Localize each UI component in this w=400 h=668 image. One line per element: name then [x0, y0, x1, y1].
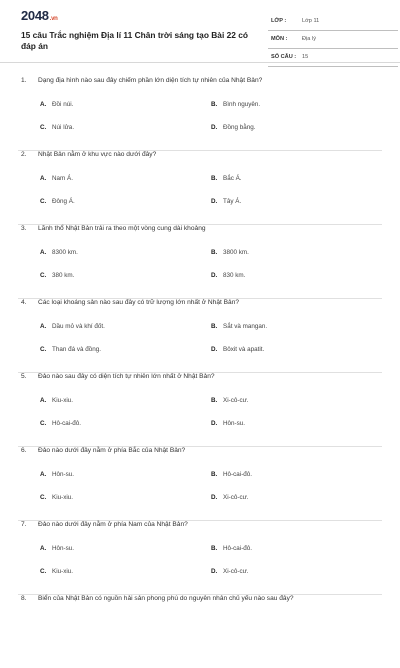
- option-text: Hô-cai-đô.: [223, 471, 253, 478]
- option-d[interactable]: [211, 494, 249, 501]
- option-letter: B.: [211, 101, 218, 108]
- option-letter: C.: [40, 124, 47, 131]
- option-text: Kiu-xiu.: [52, 397, 73, 404]
- question-prompt: Đảo nào dưới đây nằm ở phía Nam của Nhật Bản?: [38, 521, 188, 528]
- option-c[interactable]: [40, 494, 73, 501]
- option-letter: D.: [211, 346, 218, 353]
- option-d[interactable]: [211, 124, 256, 131]
- question-text: [21, 595, 294, 602]
- option-letter: A.: [40, 471, 47, 478]
- meta-row-subject: [268, 35, 398, 49]
- option-c[interactable]: [40, 272, 74, 279]
- question-item: [18, 77, 382, 151]
- option-text: Xi-cô-cư.: [223, 568, 249, 575]
- site-logo[interactable]: [21, 8, 58, 23]
- option-d[interactable]: [211, 420, 245, 427]
- option-text: Hôn-su.: [52, 545, 75, 552]
- option-text: Than đá và đồng.: [52, 346, 102, 353]
- option-letter: B.: [211, 249, 218, 256]
- meta-key: MÔN :: [271, 36, 288, 42]
- option-letter: B.: [211, 397, 218, 404]
- option-letter: C.: [40, 198, 47, 205]
- meta-key: SỐ CÂU :: [271, 54, 297, 60]
- option-letter: B.: [211, 471, 218, 478]
- option-c[interactable]: [40, 198, 75, 205]
- option-text: Đồng bằng.: [223, 124, 256, 131]
- question-prompt: Dạng địa hình nào sau đây chiếm phần lớn diện tích tự nhiên của Nhật Bản?: [38, 77, 263, 84]
- option-text: Xi-cô-cư.: [223, 494, 249, 501]
- question-number: 6.: [21, 447, 27, 454]
- option-text: Bôxit và apatit.: [223, 346, 265, 353]
- question-number: 3.: [21, 225, 27, 232]
- option-a[interactable]: [40, 397, 73, 404]
- question-prompt: Nhật Bản nằm ở khu vực nào dưới đây?: [38, 151, 157, 158]
- option-text: Kiu-xiu.: [52, 568, 73, 575]
- question-text: [21, 373, 215, 380]
- option-text: Bắc Á.: [223, 175, 242, 182]
- question-number: 2.: [21, 151, 27, 158]
- option-d[interactable]: [211, 272, 245, 279]
- option-d[interactable]: [211, 346, 264, 353]
- option-a[interactable]: [40, 471, 74, 478]
- option-c[interactable]: [40, 124, 74, 131]
- option-text: 830 km.: [223, 272, 246, 279]
- header-divider: [0, 62, 400, 63]
- question-text: [21, 225, 206, 232]
- meta-value: Lớp 11: [302, 18, 320, 24]
- question-text: [21, 299, 239, 306]
- question-item: [18, 373, 382, 447]
- option-a[interactable]: [40, 545, 74, 552]
- option-letter: B.: [211, 545, 218, 552]
- question-text: [21, 151, 156, 158]
- option-a[interactable]: [40, 175, 73, 182]
- question-item: [18, 151, 382, 225]
- meta-key: LỚP :: [271, 18, 287, 24]
- option-letter: A.: [40, 175, 47, 182]
- question-prompt: Lãnh thổ Nhật Bản trải ra theo một vòng cung dài khoảng: [38, 225, 206, 232]
- question-text: [21, 77, 262, 84]
- option-d[interactable]: [211, 568, 249, 575]
- meta-value: 15: [302, 54, 309, 60]
- option-letter: A.: [40, 323, 47, 330]
- option-letter: A.: [40, 249, 47, 256]
- option-c[interactable]: [40, 568, 73, 575]
- option-b[interactable]: [211, 249, 249, 256]
- meta-row-class: [268, 17, 398, 31]
- option-text: Hôn-su.: [52, 471, 75, 478]
- option-letter: C.: [40, 420, 47, 427]
- question-prompt: Đảo nào sau đây có diện tích tự nhiên lớn nhất ở Nhật Bản?: [38, 373, 215, 380]
- option-text: Hô-cai-đô.: [52, 420, 82, 427]
- meta-value: Địa lý: [302, 36, 316, 42]
- option-letter: C.: [40, 272, 47, 279]
- question-number: 4.: [21, 299, 27, 306]
- meta-row-count: [268, 53, 398, 67]
- option-letter: A.: [40, 545, 47, 552]
- question-prompt: Đảo nào dưới đây nằm ở phía Bắc của Nhật Bản?: [38, 447, 186, 454]
- option-text: Núi lửa.: [52, 124, 75, 131]
- option-b[interactable]: [211, 545, 252, 552]
- document-title: 15 câu Trắc nghiệm Địa lí 11 Chân trời sáng tạo Bài 22 có đáp án: [21, 30, 249, 51]
- question-number: 7.: [21, 521, 27, 528]
- option-text: Đồi núi.: [52, 101, 74, 108]
- option-letter: C.: [40, 494, 47, 501]
- option-c[interactable]: [40, 420, 81, 427]
- question-number: 1.: [21, 77, 27, 84]
- question-item: [18, 447, 382, 521]
- option-letter: B.: [211, 323, 218, 330]
- question-text: [21, 447, 185, 454]
- question-text: [21, 521, 188, 528]
- option-letter: D.: [211, 420, 218, 427]
- option-letter: C.: [40, 568, 47, 575]
- option-text: 380 km.: [52, 272, 75, 279]
- option-text: Tây Á.: [223, 198, 242, 205]
- option-letter: D.: [211, 568, 218, 575]
- option-d[interactable]: [211, 198, 241, 205]
- option-text: Hôn-su.: [223, 420, 246, 427]
- option-letter: B.: [211, 175, 218, 182]
- option-text: Đông Á.: [52, 198, 75, 205]
- question-prompt: Các loại khoáng sản nào sau đây có trữ lượng lớn nhất ở Nhật Bản?: [38, 299, 240, 306]
- option-text: Dầu mỏ và khí đốt.: [52, 323, 105, 330]
- option-text: Kiu-xiu.: [52, 494, 73, 501]
- option-b[interactable]: [211, 397, 249, 404]
- worksheet-header: [18, 0, 382, 62]
- option-a[interactable]: [40, 101, 73, 108]
- option-text: 3800 km.: [223, 249, 249, 256]
- question-list: [18, 77, 382, 668]
- question-item: [18, 595, 382, 668]
- question-number: 5.: [21, 373, 27, 380]
- option-letter: A.: [40, 397, 47, 404]
- option-letter: C.: [40, 346, 47, 353]
- option-b[interactable]: [211, 175, 242, 182]
- option-text: 8300 km.: [52, 249, 78, 256]
- question-item: [18, 225, 382, 299]
- option-text: Xi-cô-cư.: [223, 397, 249, 404]
- option-letter: A.: [40, 101, 47, 108]
- option-text: Sắt và mangan.: [223, 323, 268, 330]
- option-text: Bình nguyên.: [223, 101, 261, 108]
- option-text: Hô-cai-đô.: [223, 545, 253, 552]
- option-text: Nam Á.: [52, 175, 73, 182]
- option-b[interactable]: [211, 471, 252, 478]
- logo-text: 2048: [21, 8, 49, 23]
- question-prompt: Biển của Nhật Bản có nguồn hải sản phong phú do nguyên nhân chủ yếu nào sau đây?: [38, 595, 294, 602]
- option-letter: D.: [211, 124, 218, 131]
- option-b[interactable]: [211, 323, 267, 330]
- option-letter: D.: [211, 272, 218, 279]
- option-a[interactable]: [40, 323, 105, 330]
- question-item: [18, 299, 382, 373]
- question-number: 8.: [21, 595, 27, 602]
- option-a[interactable]: [40, 249, 78, 256]
- option-c[interactable]: [40, 346, 101, 353]
- option-b[interactable]: [211, 101, 260, 108]
- logo-suffix: .vn: [49, 16, 58, 22]
- option-letter: D.: [211, 198, 218, 205]
- question-item: [18, 521, 382, 595]
- option-letter: D.: [211, 494, 218, 501]
